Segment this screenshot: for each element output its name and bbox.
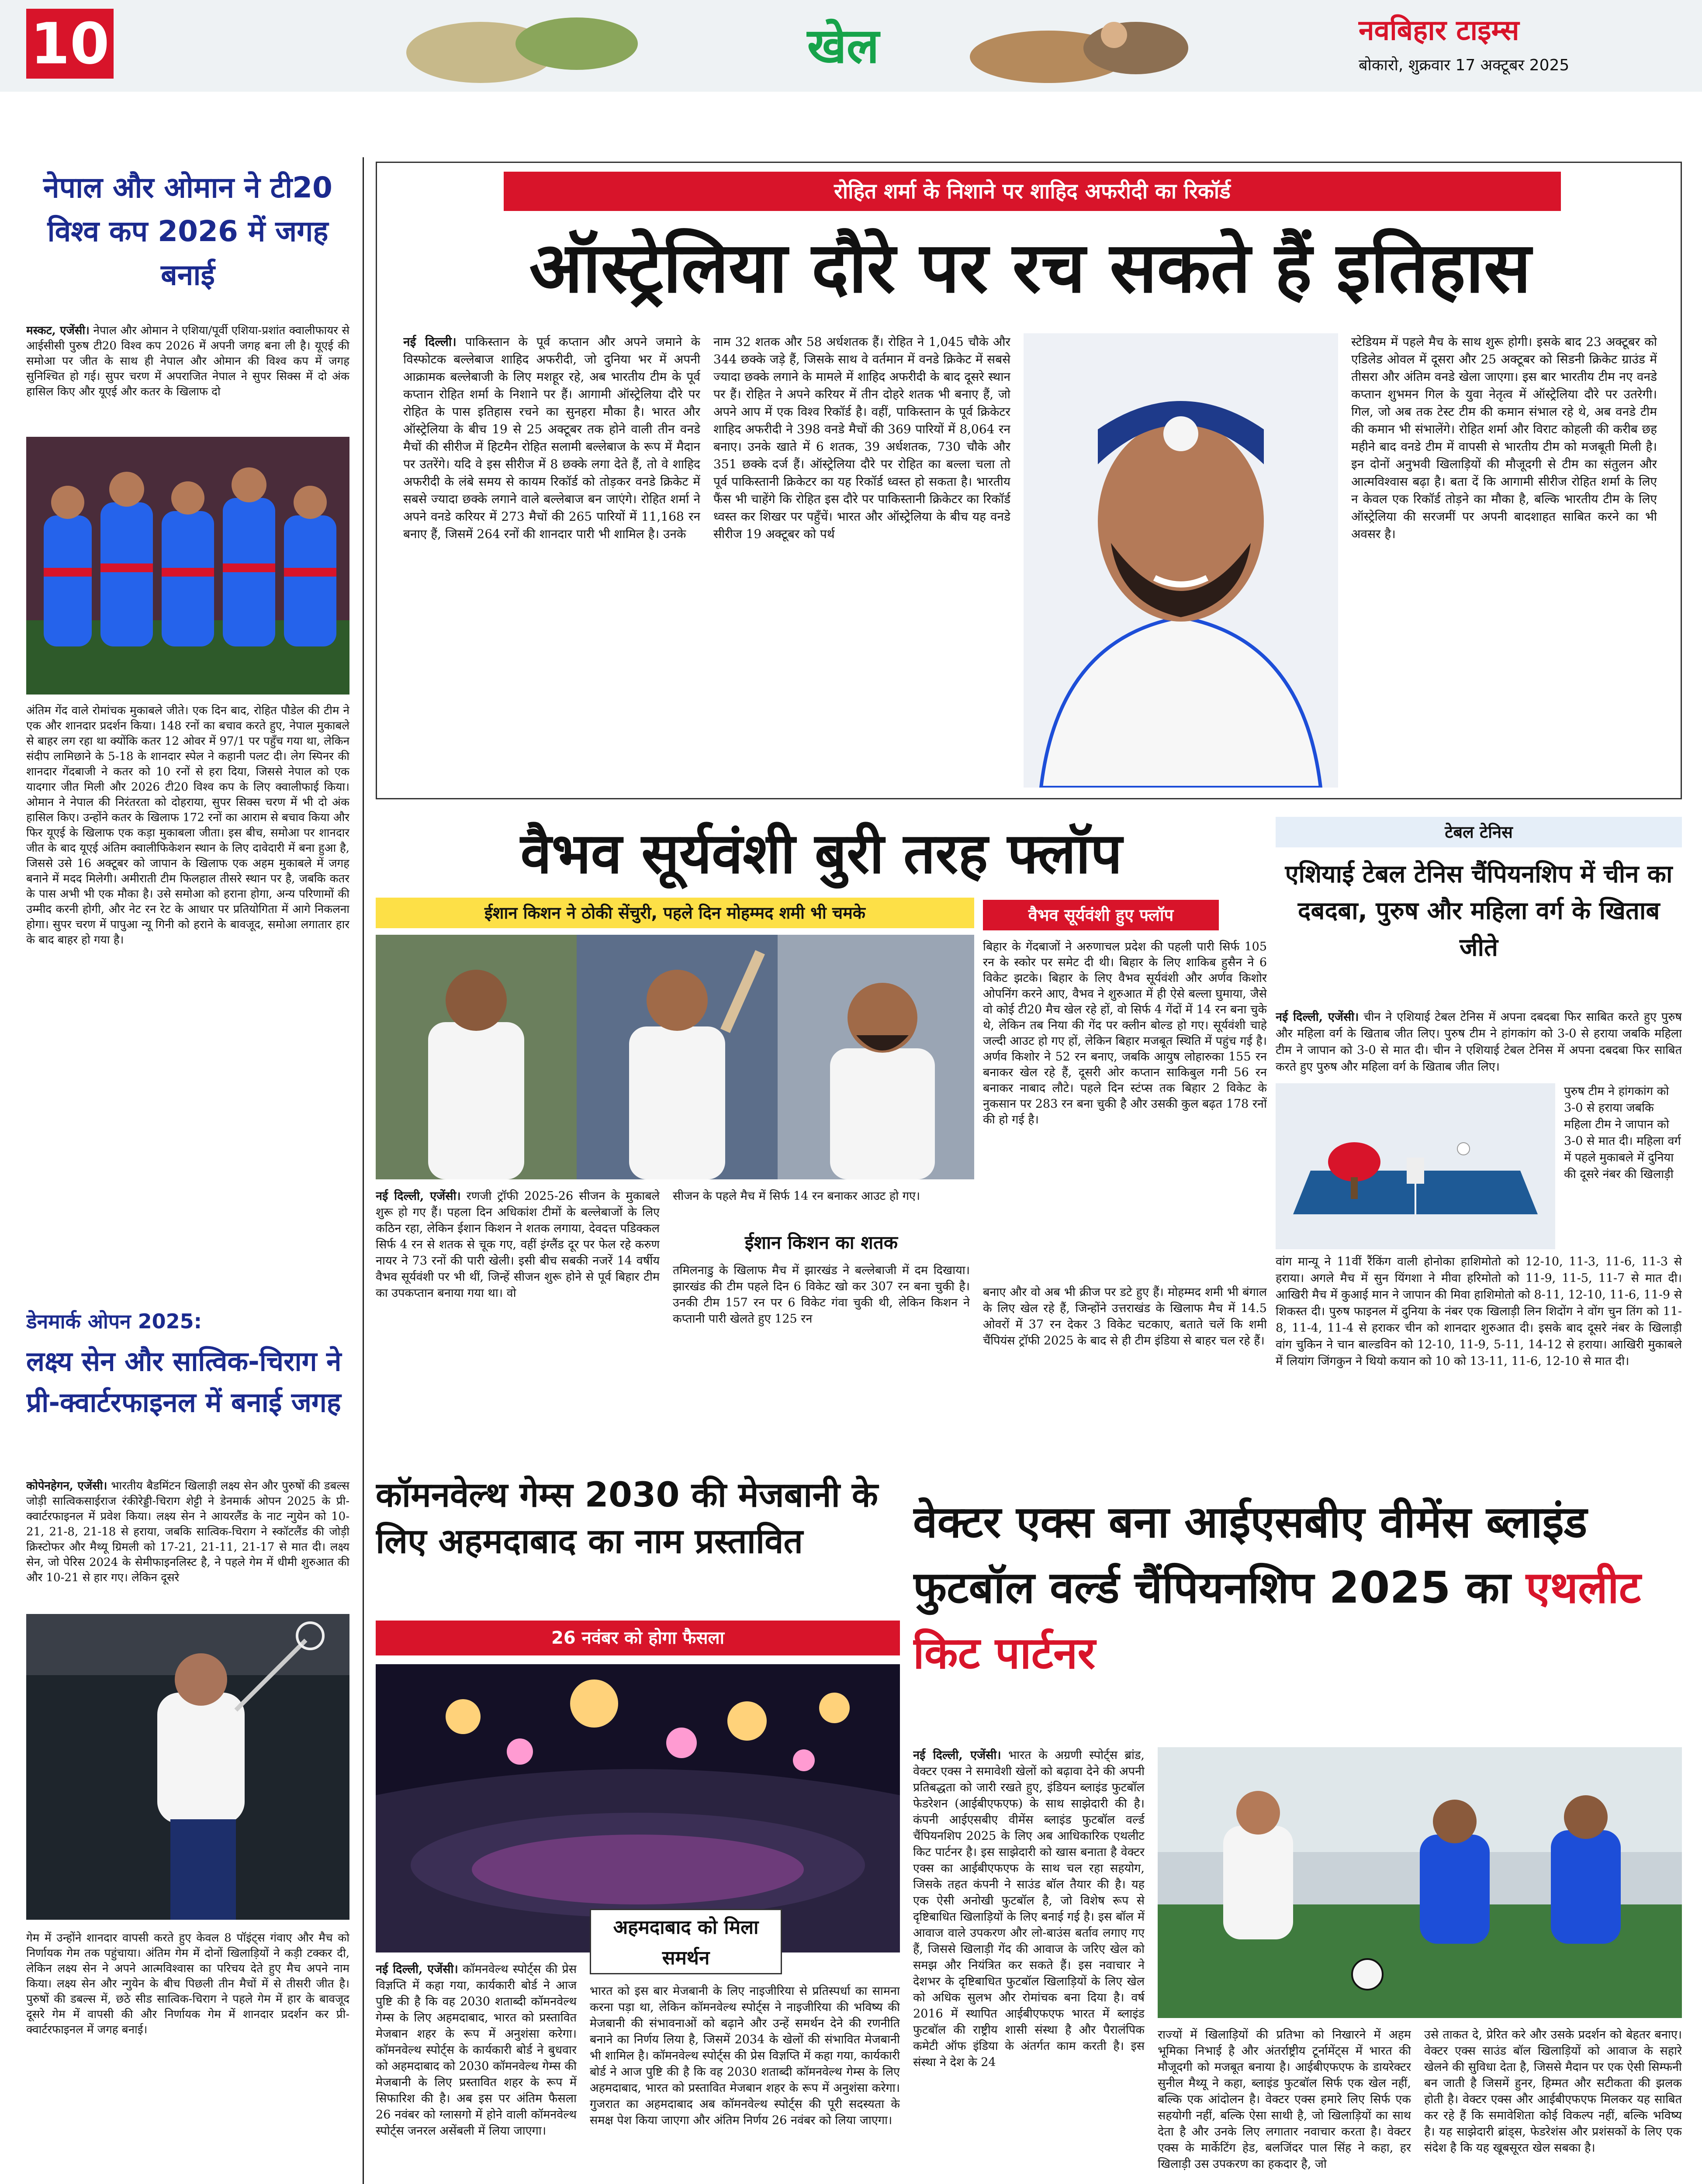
vaibhav-dateline: नई दिल्ली, एजेंसी। xyxy=(376,1189,461,1203)
vector-col-1-text: भारत के अग्रणी स्पोर्ट्स ब्रांड, वेक्टर एक्स ने समावेशी खेलों को बढ़ावा देने की अपनी प्रतिबद्धता को जारी रखते हुए, इंडियन ब्लाइंड फुटबॉल फेडरेशन (आईबीएफएफ) के साथ साझेदारी की है। कंपनी आईएसबीए वीमेंस ब्लाइंड फुटबॉल वर्ल्ड चैंपियनशिप 2025 के लिए अब आधिकारिक एथलीट किट पार्टनर है। इस साझेदारी को खास बनाता है वेक्टर एक्स का आईबीएफएफ के साथ चल रहा सहयोग, जिसके तहत कंपनी ने साउंड बॉल तैयार की है। यह एक ऐसी अनोखी फुटबॉल है, जो विशेष रूप से दृष्टिबाधित खिलाड़ियों के लिए बनाई गई है। इस बॉल में आवाज वाले उपकरण और लो-बाउंस बर्ताव लगाए गए हैं, जिससे खिलाड़ी गेंद की आवाज के जरिए खेल को समझ और नियंत्रित कर सकते हैं। इस नवाचार ने देशभर के दृष्टिबाधित फुटबॉल खिलाड़ियों के लिए खेल को अधिक सुलभ और रोमांचक बना दिया है। वर्ष 2016 में स्थापित आईबीएफएफ भारत में ब्लाइंड फुटबॉल की राष्ट्रीय शासी संस्था है और पैरालंपिक कमेटी ऑफ इंडिया के अंतर्गत काम करती है। इस संस्था ने देश के 24 xyxy=(913,1749,1145,2069)
denmark-headline: लक्ष्य सेन और सात्विक-चिराग ने प्री-क्वार्टरफाइनल में बनाई जगह xyxy=(26,1345,342,1418)
ishan-shami-photo xyxy=(376,935,974,1179)
blind-football-photo xyxy=(1158,1747,1682,2018)
rohit-headline: ऑस्ट्रेलिया दौरे पर रच सकते हैं इतिहास xyxy=(529,227,1531,308)
vaibhav-headline: वैभव सूर्यवंशी बुरी तरह फ्लॉप xyxy=(520,821,1122,886)
rohit-col-1-text: पाकिस्तान के पूर्व कप्तान और अपने जमाने के विस्फोटक बल्लेबाज शाहिद अफरीदी, जो दुनिया भर में अपनी आक्रामक बल्लेबाजी के लिए मशहूर रहे, अब भारतीय टीम के पूर्व कप्तान रोहित शर्मा के निशाने पर हैं। आगामी ऑस्ट्रेलिया दौरे पर रोहित के पास इतिहास रचने का सुनहरा मौका है। भारत और ऑस्ट्रेलिया के बीच 19 से 25 अक्टूबर तक होने वाली तीन वनडे मैचों की सीरीज में हिटमैन रोहित सलामी बल्लेबाज के रूप में मैदान पर उतरेंगे। यदि वे इस सीरीज में 8 छक्के लगा देते हैं, तो वे शाहिद अफरीदी के लंबे समय से कायम रिकॉर्ड को तोड़कर वनडे क्रिकेट में सबसे ज्यादा छक्के लगाने वाले बल्लेबाज बन जाएंगे। रोहित शर्मा ने अपने वनडे करियर में 273 मैचों की 265 पारियों में 11,168 रन बनाए हैं, जिसमें 264 रनों की शानदार पारी भी शामिल है। उनके xyxy=(403,335,700,541)
vaibhav-col-2a: सीजन के पहले मैच में सिर्फ 14 रन बनाकर आउट हो गए। xyxy=(673,1189,920,1203)
cricketers-illustration xyxy=(376,935,974,1179)
section-title: खेल xyxy=(807,18,879,74)
paper-name: नवबिहार टाइम्स xyxy=(1359,14,1519,47)
vector-headline-part2: एथलीट किट पार्टनर xyxy=(913,1562,1641,1679)
nepal-team-illustration xyxy=(26,437,349,695)
vaibhav-photo-caption: ईशान किशन ने ठोकी सेंचुरी, पहले दिन मोहम्मद शमी भी चमके xyxy=(376,898,974,928)
vector-headline-part1: वेक्टर एक्स बना आईएसबीए वीमेंस ब्लाइंड फुटबॉल वर्ल्ड चैंपियनशिप 2025 का xyxy=(913,1496,1588,1613)
rohit-article xyxy=(376,162,1682,799)
tabletennis-body-3: वांग मान्यू ने 11वीं रैंकिंग वाली होनोका हाशिमोतो को 12-10, 11-3, 11-6, 11-3 से हराया। अगले मैच में सुन यिंगशा ने मीवा हरिमोतो को 11-9, 11-5, 11-7 से मात दी। आखिरी मैच में कुआई मान ने जापान की मिवा हाशिमोतो को 8-11, 12-10, 11-6, 11-9 से शिकस्त दी। पुरुष फाइनल में दुनिया के नंबर एक खिलाड़ी लिन शिदोंग ने वोंग चुन तिंग को 11-8, 11-4, 11-4 से हराकर चीन को शानदार शुरुआत दी। इसके बाद दूसरे नंबर के खिलाड़ी वांग चुकिन ने चान बाल्डविन को 12-10, 11-9, 5-11, 14-12 से हराया। आखिरी मुकाबले में लियांग जिंगकुन ने थियो कयान को 10 को 13-11, 11-6, 12-10 से मात दी। xyxy=(1276,1255,1682,1368)
cwg-col-1 xyxy=(376,1961,577,2184)
denmark-body-1 xyxy=(26,1479,349,1605)
nepal-team-photo xyxy=(26,437,349,695)
nepal-body-1 xyxy=(26,323,349,428)
rohit-illustration xyxy=(1024,333,1338,788)
nepal-dateline: मस्कट, एजेंसी। xyxy=(26,324,90,337)
tabletennis-body-1 xyxy=(1276,1009,1682,1079)
lakshya-sen-photo xyxy=(26,1614,349,1920)
vector-col-3: उसे ताकत दे, प्रेरित करे और उसके प्रदर्शन को बेहतर बनाए। वेक्टर एक्स साउंड बॉल खिलाड़ियों को आवाज के सहारे खेलने की सुविधा देता है, जिससे मैदान पर एक ऐसी सिम्फनी बन जाती है जिसमें हुनर, हिम्मत और सटीकता की झलक होती है। वेक्टर एक्स और आईबीएफएफ मिलकर यह साबित कर रहे हैं कि समावेशिता कोई विकल्प नहीं, बल्कि भविष्य है। यह साझेदारी ब्रांड्स, फेडरेशंस और प्रशंसकों के लिए एक संदेश है कि यह खूबसूरत खेल सबका है। xyxy=(1424,2028,1682,2155)
vaibhav-col-1 xyxy=(376,1188,660,1446)
rohit-col-2: नाम 32 शतक और 58 अर्धशतक हैं। रोहित ने 1,045 चौके और 344 छक्के जड़े हैं, जिसके साथ वे वर्तमान में वनडे क्रिकेट में सबसे ज्यादा छक्के लगाने के मामले में शाहिद अफरीदी के बाद दूसरे स्थान पर हैं। रोहित ने अपने करियर में तीन दोहरे शतक भी बनाए हैं, जो अपने आप में एक विश्व रिकॉर्ड है। वहीं, पाकिस्तान के पूर्व क्रिकेटर शाहिद अफरीदी ने 398 वनडे मैचों की 369 पारियों में 8,064 रन बनाए। उनके खाते में 6 शतक, 39 अर्धशतक, 730 चौके और 351 छक्के दर्ज हैं। ऑस्ट्रेलिया दौरे पर रोहित का बल्ला चला तो पूर्व पाकिस्तानी क्रिकेटर का यह रिकॉर्ड ध्वस्त हो सकता है। भारतीय फैंस भी चाहेंगे कि रोहित इस दौरे पर पाकिस्तानी क्रिकेटर का रिकॉर्ड ध्वस्त कर शिखर पर पहुँचें। भारत और ऑस्ट्रेलिया के बीच यह वनडे सीरीज 19 अक्टूबर को पर्थ xyxy=(713,335,1010,541)
nepal-text-1: नेपाल और ओमान ने एशिया/पूर्वी एशिया-प्रशांत क्वालीफायर से आईसीसी पुरुष टी20 विश्व कप 2026 में अपनी जगह बना ली है। यूएई की समोआ पर जीत के साथ ही नेपाल और ओमान की विश्व कप में जगह सुनिश्चित हो गई। सुपर चरण में अपराजित नेपाल ने सुपर सिक्स में दो अंक हासिल किए और यूएई और कतर के खिलाफ दो xyxy=(26,324,349,398)
tabletennis-text-1: चीन ने एशियाई टेबल टेनिस में अपना दबदबा फिर साबित करते हुए पुरुष और महिला वर्ग के खिताब जीत लिए। पुरुष टीम ने हांगकांग को 3-0 से हराया जबकि महिला टीम ने जापान को 3-0 से मात दी। चीन ने एशियाई टेबल टेनिस में अपना दबदबा फिर साबित करते हुए पुरुष और महिला वर्ग के खिताब जीत लिए। xyxy=(1276,1010,1682,1074)
rohit-dateline: नई दिल्ली। xyxy=(403,335,457,349)
blind-football-illustration xyxy=(1158,1747,1682,2018)
tabletennis-kicker: टेबल टेनिस xyxy=(1276,817,1682,847)
badminton-illustration xyxy=(26,1614,349,1920)
rohit-col-3: स्टेडियम में पहले मैच के साथ शुरू होगी। इसके बाद 23 अक्टूबर को एडिलेड ओवल में दूसरा और 25 अक्टूबर को सिडनी क्रिकेट ग्राउंड में तीसरा और अंतिम वनडे खेला जाएगा। इस बार भारतीय टीम नए वनडे कप्तान शुभमन गिल के युवा नेतृत्व में ऑस्ट्रेलिया दौरे पर उतरेगी। गिल, जो अब तक टेस्ट टीम की कमान संभाल रहे थे, अब वनडे टीम की कमान भी संभालेंगे। रोहित शर्मा और विराट कोहली की करीब छह महीने बाद वनडे टीम में वापसी से भारतीय टीम को मजबूती मिली है। इन दोनों अनुभवी खिलाड़ियों की मौजूदगी से टीम का संतुलन और आत्मविश्वास बढ़ा है। बता दें कि आगामी सीरीज रोहित शर्मा के लिए न केवल एक रिकॉर्ड तोड़ने का मौका है, बल्कि भारतीय टीम के लिए ऑस्ट्रेलिया की सरजमीं पर अपनी बादशाहत साबित करने का भी अवसर है। xyxy=(1351,335,1657,541)
cwg-col-2: भारत को इस बार मेजबानी के लिए नाइजीरिया से प्रतिस्पर्धा का सामना करना पड़ा था, लेकिन कॉमनवेल्थ स्पोर्ट्स ने नाइजीरिया की भविष्य की मेजबानी की संभावनाओं को बढ़ाने और उन्हें समर्थन देने की रणनीति बनाने का निर्णय लिया है, जिसमें 2034 के खेलों की संभावित मेजबानी भी शामिल है। कॉमनवेल्थ स्पोर्ट्स की प्रेस विज्ञप्ति में कहा गया, कार्यकारी बोर्ड ने आज पुष्टि की है कि वह 2030 शताब्दी कॉमनवेल्थ गेम्स के लिए अहमदाबाद, भारत को प्रस्तावित मेजबान शहर के रूप में अनुशंसा करेगा। गुजरात का अहमदाबाद अब कॉमनवेल्थ स्पोर्ट्स की पूरी सदस्यता के समक्ष पेश किया जाएगा और अंतिम निर्णय 26 नवंबर को लिया जाएगा। xyxy=(590,1984,900,2127)
ishan-kicker: ईशान किशन का शतक xyxy=(744,1232,898,1253)
vaibhav-col-1-text: रणजी ट्रॉफी 2025-26 सीजन के मुकाबले शुरू हो गए हैं। पहला दिन अधिकांश टीमों के बल्लेबाजों के लिए कठिन रहा, लेकिन ईशान किशन ने शतक लगाया, देवदत्त पडिक्कल सिर्फ 4 रन से शतक से चूक गए, वहीं इंग्लैंड दूर पर फेल रहे करुण नायर ने 73 रनों की पारी खेली। इसी बीच सबकी नजरें 14 वर्षीय वैभव सूर्यवंशी पर भी थीं, जिन्हें सीजन शुरू होने से पूर्व बिहार टीम का उपकप्तान बनाया गया था। वो xyxy=(376,1189,660,1300)
tabletennis-body-2: पुरुष टीम ने हांगकांग को 3-0 से हराया जबकि महिला टीम ने जापान को 3-0 से मात दी। महिला वर्ग में पहले मुकाबले में दुनिया की दूसरे नंबर की खिलाड़ी xyxy=(1564,1085,1681,1181)
vector-article xyxy=(913,1472,1682,2184)
vaibhav-side-box xyxy=(983,900,1267,1262)
table-tennis-photo xyxy=(1276,1083,1555,1249)
denmark-kicker: डेनमार्क ओपन 2025: xyxy=(26,1310,202,1333)
rohit-photo xyxy=(1024,333,1338,788)
vaibhav-col-3: बनाए और वो अब भी क्रीज पर डटे हुए हैं। मोहम्मद शमी भी बंगाल के लिए खेल रहे हैं, जिन्होंने उत्तराखंड के खिलाफ मैच में 14.5 ओवरों में 37 रन देकर 3 विकेट चटकाए, बताते चलें कि शमी चैंपियंस ट्रॉफी 2025 के बाद से ही टीम इंडिया से बाहर चल रहे हैं। xyxy=(983,1286,1267,1348)
nepal-article xyxy=(26,166,349,1284)
cwg-band: 26 नवंबर को होगा फैसला xyxy=(376,1621,900,1655)
masthead xyxy=(0,0,1702,92)
vaibhav-side-body: बिहार के गेंदबाजों ने अरुणाचल प्रदेश की पहली पारी सिर्फ 105 रन के स्कोर पर समेट दी थी। बिहार के लिए शाकिब हुसैन ने 6 विकेट झटके। बिहार के लिए वैभव सूर्यवंशी और अर्णव किशोर ओपनिंग करने आए, वैभव ने शुरुआत में ही ऐसे बल्ला घुमाया, जैसे वो कोई टी20 मैच खेल रहे हों, वो सिर्फ 4 गेंदों में 14 रन बना चुके थे, लेकिन तब निया की गेंद पर क्लीन बोल्ड हो गए। सूर्यवंशी चाहे जल्दी आउट हो गए हों, लेकिन बिहार मजबूत स्थिति में पहुंच गई है। अर्णव किशोर ने 52 रन बनाए, जबकि आयुष लोहारुका 155 रन बनाकर खेल रहे हैं, दूसरी ओर कप्तान साकिबुल गनी 56 रन बनाकर नाबाद लौटे। पहले दिन स्टंप्स तक बिहार 2 विकेट के नुकसान पर 283 रन बना चुकी है और उसकी कुल बढ़त 178 रनों की हो गई है। xyxy=(983,940,1267,1127)
dateline: बोकारो, शुक्रवार 17 अक्टूबर 2025 xyxy=(1359,56,1570,74)
page-number: 10 xyxy=(26,9,114,79)
rohit-col-1 xyxy=(403,333,700,788)
denmark-body-2: गेम में उन्होंने शानदार वापसी करते हुए केवल 8 पॉइंट्स गंवाए और मैच को निर्णायक गेम तक पहुंचाया। अंतिम गेम में दोनों खिलाड़ियों ने कड़ी टक्कर दी, लेकिन लक्ष्य सेन ने अपने आत्मविश्वास का परिचय देते हुए मैच अपने नाम किया। लक्ष्य सेन और न्गुयेन के बीच पिछली तीन मैचों में से तीसरी जीत है। पुरुषों की डबल्स में, छठे सीड सात्विक-चिराग ने पहले गेम में हार के बावजूद दूसरे गेम में वापसी की और निर्णायक गेम में शानदार प्रदर्शन कर प्री-क्वार्टरफाइनल में जगह बनाई। xyxy=(26,1932,349,2036)
nepal-headline: नेपाल और ओमान ने टी20 विश्व कप 2026 में जगह बनाई xyxy=(43,171,332,292)
table-tennis-illustration xyxy=(1276,1083,1555,1249)
nepal-body-2: अंतिम गेंद वाले रोमांचक मुकाबले जीते। एक दिन बाद, रोहित पौडेल की टीम ने एक और शानदार प्रदर्शन किया। 148 रनों का बचाव करते हुए, नेपाल मुकाबले से बाहर लग रहा था क्योंकि कतर 12 ओवर में 97/1 पर पहुँच गया था, लेकिन संदीप लामिछाने के 5-18 के शानदार स्पेल ने कहानी पलट दी। लेग स्पिनर की शानदार गेंदबाजी ने कतर को 10 रनों से हरा दिया, जिससे नेपाल को एक यादगार जीत मिली और 2026 टी20 विश्व कप के लिए क्वालीफाई किया। ओमान ने नेपाल की निरंतरता को दोहराया, सुपर सिक्स चरण में भी दो अंक हासिल किए। उन्होंने कतर के खिलाफ 172 रनों का आराम से बचाव किया और फिर यूएई के खिलाफ एक कड़ा मुकाबला जीता। इस बीच, समोआ पर शानदार जीत के बाद यूएई अंतिम क्वालीफिकेशन स्थान के लिए दावेदारी में बना हुआ है, जिससे उसे 16 अक्टूबर को जापान के खिलाफ एक अहम मुकाबले में जगह बनाने में मदद मिलेगी। अमीराती टीम फिलहाल तीसरे स्थान पर है, जबकि कतर के पास अभी भी एक मौका है। उसे समोआ को हराना होगा, अन्य परिणामों की उम्मीद करनी होगी, और नेट रन रेट के आधार पर प्रतियोगिता में आगे निकलना होगा। सुपर चरण में पापुआ न्यू गिनी को हराने के बावजूद, समोआ लगातार हार के बाद बाहर हो गया है। xyxy=(26,704,349,947)
vector-headline xyxy=(913,1472,1682,1743)
column-divider xyxy=(363,157,364,2184)
vector-col-1 xyxy=(913,1747,1145,2184)
vaibhav-col-2b: तमिलनाडु के खिलाफ मैच में झारखंड ने बल्लेबाजी में दम दिखाया। झारखंड की टीम पहले दिन 6 विकेट खो कर 307 रन बना चुकी है। उनकी टीम 157 रन पर 6 विकेट गंवा चुकी थी, लेकिन किशन ने कप्तानी पारी खेलते हुए 125 रन xyxy=(673,1264,970,1326)
tabletennis-headline: एशियाई टेबल टेनिस चैंपियनशिप में चीन का दबदबा, पुरुष और महिला वर्ग के खिताब जीते xyxy=(1285,860,1673,962)
vaibhav-col-2 xyxy=(673,1188,970,1446)
vector-col-2: राज्यों में खिलाड़ियों की प्रतिभा को निखारने में अहम भूमिका निभाई है और अंतर्राष्ट्रीय टूर्नामेंट्स में भारत की मौजूदगी को मजबूत बनाया है। आईबीएफएफ के डायरेक्टर सुनील मैथ्यू ने कहा, ब्लाइंड फुटबॉल सिर्फ एक खेल नहीं, बल्कि एक आंदोलन है। वेक्टर एक्स हमारे लिए सिर्फ एक सहयोगी नहीं, बल्कि ऐसा साथी है, जो खिलाड़ियों का साथ देता है और उनके लिए लगातार नवाचार करता है। वेक्टर एक्स के मार्केटिंग हेड, बलजिंदर पाल सिंह ने कहा, हर खिलाड़ी उस उपकरण का हकदार है, जो xyxy=(1158,2028,1411,2171)
cwg-sub-kicker: अहमदाबाद को मिला समर्थन xyxy=(590,1909,782,1974)
vector-dateline: नई दिल्ली, एजेंसी। xyxy=(913,1749,1001,1762)
cwg-dateline: नई दिल्ली, एजेंसी। xyxy=(376,1963,458,1976)
denmark-dateline: कोपेनहेगन, एजेंसी। xyxy=(26,1479,107,1493)
denmark-text-1: भारतीय बैडमिंटन खिलाड़ी लक्ष्य सेन और पुरुषों की डबल्स जोड़ी सात्विकसाईराज रंकीरेड्डी-चिराग शेट्टी ने डेनमार्क ओपन 2025 के प्री-क्वार्टरफाइनल में प्रवेश किया। लक्ष्य सेन ने आयरलैंड के नाट न्गुयेन को 10-21, 21-8, 21-18 से हराया, जबकि सात्विक-चिराग ने स्कॉटलैंड की जोड़ी क्रिस्टोफर और मैथ्यू ग्रिमली को 17-21, 21-11, 21-17 से मात दी। लक्ष्य सेन, जो पेरिस 2024 के सेमीफाइनलिस्ट है, ने पहले गेम में धीमी शुरुआत की और 10-21 से हार गए। लेकिन दूसरे xyxy=(26,1479,349,1584)
tabletennis-article xyxy=(1276,817,1682,1450)
cwg-col-1-text: कॉमनवेल्थ स्पोर्ट्स की प्रेस विज्ञप्ति में कहा गया, कार्यकारी बोर्ड ने आज पुष्टि की है कि वह 2030 शताब्दी कॉमनवेल्थ गेम्स के लिए अहमदाबाद, भारत को प्रस्तावित मेजबान शहर के रूप में अनुशंसा करेगा। कॉमनवेल्थ स्पोर्ट्स के कार्यकारी बोर्ड ने बुधवार को अहमदाबाद को 2030 कॉमनवेल्थ गेम्स की मेजबानी के लिए प्रस्तावित शहर के रूप में सिफारिश की है। अब इस पर अंतिम फैसला 26 नवंबर को ग्लासगो में होने वाली कॉमनवेल्थ स्पोर्ट्स जनरल असेंबली में लिया जाएगा। xyxy=(376,1963,577,2138)
vaibhav-article xyxy=(376,817,1267,1450)
denmark-article xyxy=(26,1306,349,2184)
rohit-kicker: रोहित शर्मा के निशाने पर शाहिद अफरीदी का रिकॉर्ड xyxy=(504,172,1561,211)
vaibhav-side-kicker: वैभव सूर्यवंशी हुए फ्लॉप xyxy=(983,900,1219,930)
tabletennis-dateline: नई दिल्ली, एजेंसी। xyxy=(1276,1010,1359,1024)
cwg-article xyxy=(376,1472,900,2184)
cwg-headline: कॉमनवेल्थ गेम्स 2030 की मेजबानी के लिए अहमदाबाद का नाम प्रस्तावित xyxy=(376,1476,878,1561)
